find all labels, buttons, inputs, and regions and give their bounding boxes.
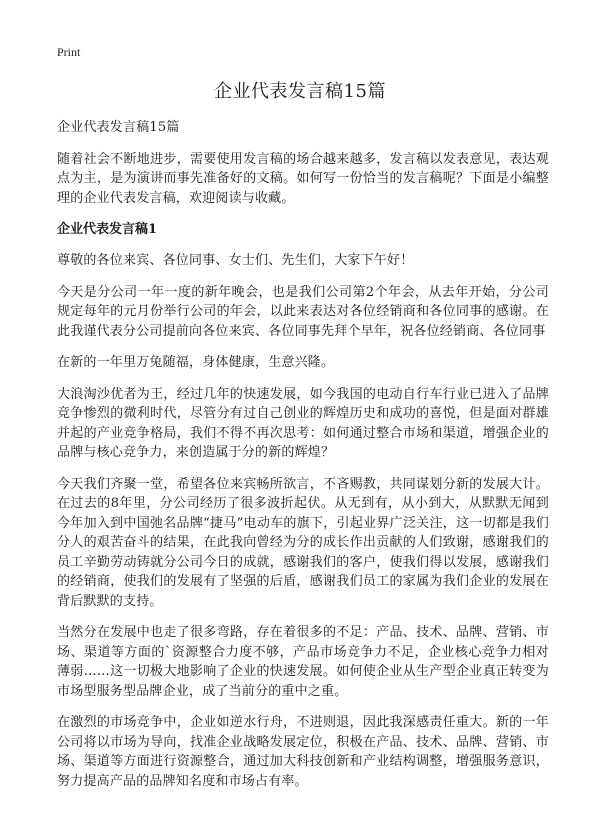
intro-paragraph: 随着社会不断地进步，需要使用发言稿的场合越来越多，发言稿以发表意见，表达观点为主，是为演讲而事先准备好的文稿。如何写一份恰当的发言稿呢？下面是小编整理的企业代表发言稿，欢迎阅读与收藏。 xyxy=(57,151,549,206)
paragraph: 今天是分公司一年一度的新年晚会，也是我们公司第2个年会，从去年开始，分公司规定每年的元月份举行公司的年会，以此来表达对各位经销商和各位同事的感谢。在此我谨代表分公司提前向各位来宾、各位同事先拜个早年，祝各位经销商、各位同事 xyxy=(57,284,549,339)
section-heading: 企业代表发言稿1 xyxy=(57,222,158,237)
paragraph: 在新的一年里万兔随福，身体健康，生意兴隆。 xyxy=(57,355,335,370)
paragraph: 尊敬的各位来宾、各位同事、女士们、先生们，大家下午好！ xyxy=(57,253,414,268)
article-body xyxy=(57,118,549,803)
paragraph: 今天我们齐聚一堂，希望各位来宾畅所欲言，不吝赐教，共同谋划分新的发展大计。在过去的8年里，分公司经历了很多波折起伏。从无到有，从小到大，从默默无闻到今年加入到中国弛名品牌“捷马”电动车的旗下，引起业界广泛关注，这一切都是我们分人的艰苦奋斗的结果，在此我向曾经为分的成长作出贡献的人们致谢，感谢我们的员工辛勤劳动铸就分公司今日的成就，感谢我们的客户，使我们得以发展，感谢我们的经销商，使我们的发展有了坚强的后盾，感谢我们员工的家属为我们企业的发展在背后默默的支持。 xyxy=(57,476,549,609)
print-link[interactable]: Print xyxy=(57,45,81,59)
paragraph: 当然分在发展中也走了很多弯路，存在着很多的不足：产品、技术、品牌、营销、市场、渠道等方面的`资源整合力度不够，产品市场竞争力不足，企业核心竞争力相对薄弱……这一切极大地影响了企业的快速发展。如何使企业从生产型企业真正转变为市场型服务型品牌企业，成了当前分的重中之重。 xyxy=(57,625,549,699)
article-subtitle: 企业代表发言稿15篇 xyxy=(57,120,180,135)
page-title: 企业代表发言稿15篇 xyxy=(214,81,386,102)
paragraph: 在激烈的市场竞争中，企业如逆水行舟，不进则退，因此我深感责任重大。新的一年公司将以市场为导向，找准企业战略发展定位，积极在产品、技术、品牌、营销、市场、渠道等方面进行资源整合，通过加大科技创新和产业结构调整，增强服务意识，努力提高产品的品牌知名度和市场占有率。 xyxy=(57,715,549,789)
paragraph: 大浪淘沙优者为王，经过几年的快速发展，如今我国的电动自行车行业已进入了品牌竞争惨烈的微利时代，尽管分有过自己创业的辉煌历史和成功的喜悦，但是面对群雄并起的产业竞争格局，我们不得不再次思考：如何通过整合市场和渠道，增强企业的品牌与核心竞争力，来创造属于分的新的辉煌？ xyxy=(57,386,549,460)
